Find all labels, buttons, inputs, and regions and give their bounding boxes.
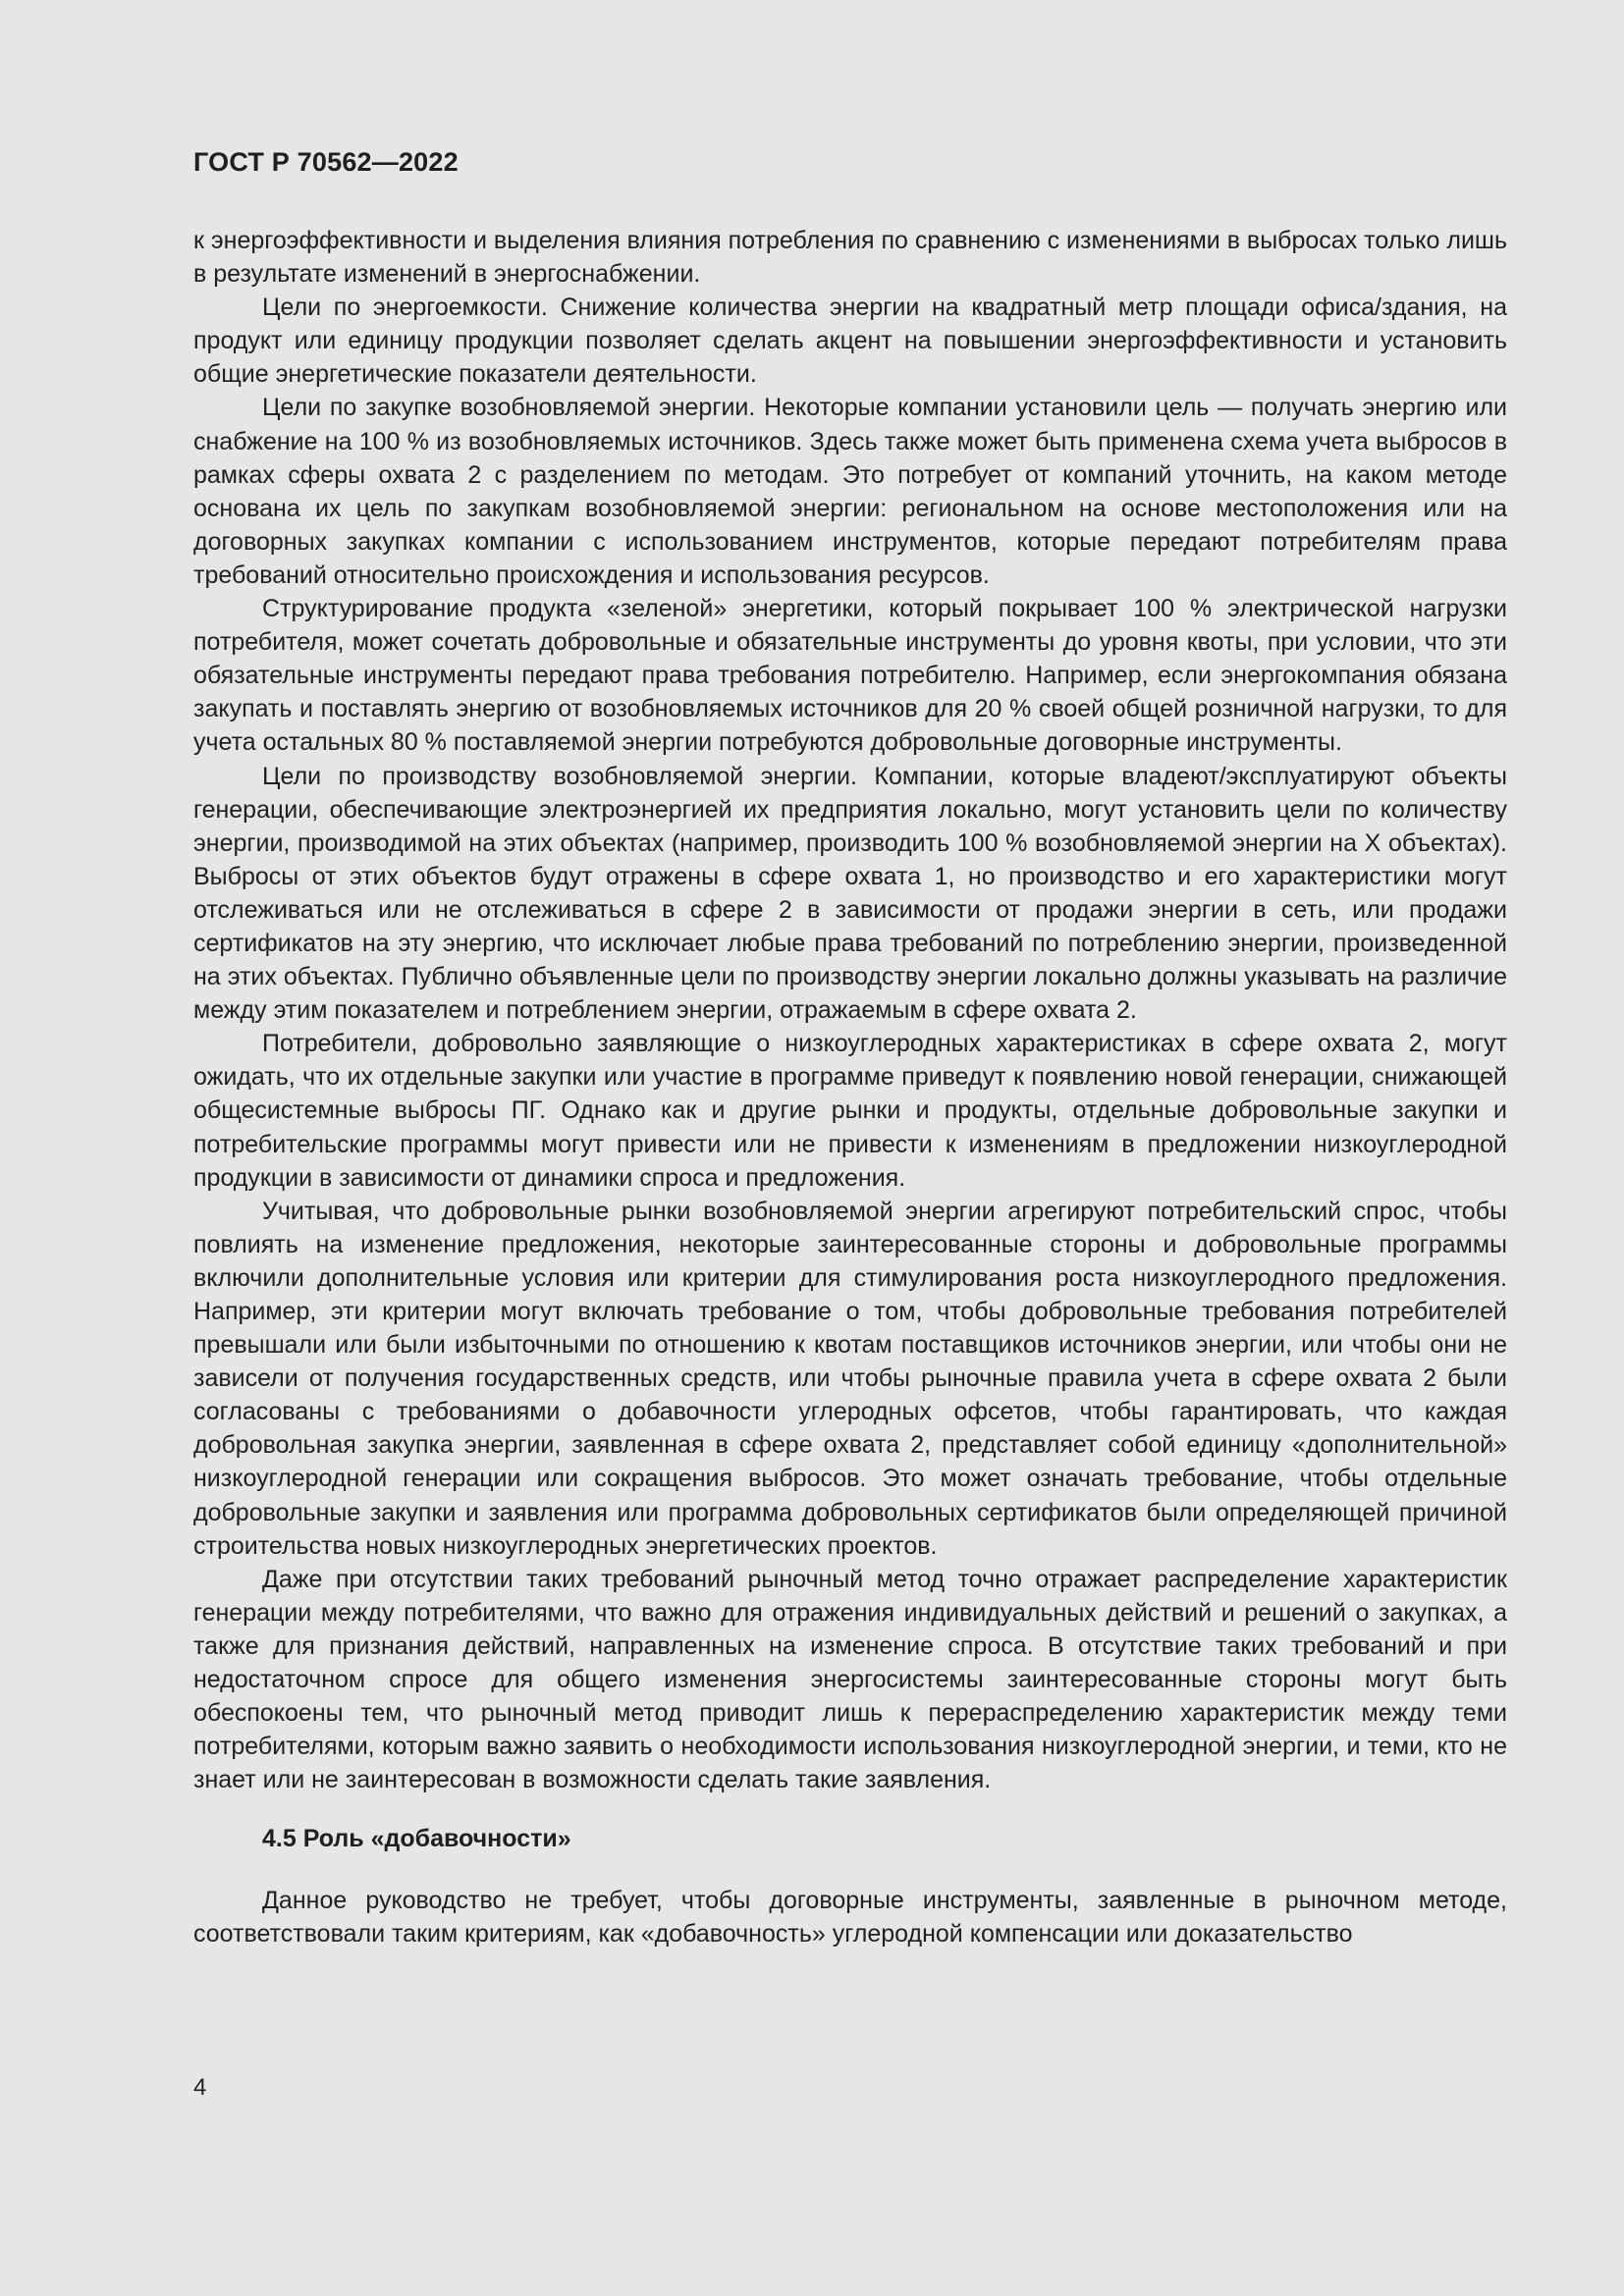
document-header: ГОСТ Р 70562—2022 bbox=[193, 147, 459, 177]
paragraph-voluntary-markets: Учитывая, что добровольные рынки возобновляемой энергии агрегируют потребительский спрос, чтобы повлиять на изменение предложения, некоторые заинтересованные стороны и добровольные программы включили дополнительные условия или критерии для стимулирования роста низкоуглеродного предложения. Например, эти критерии могут включать требование о том, чтобы добровольные требования потребителей превышали или были избыточными по отношению к квотам поставщиков источников энергии, или чтобы они не зависели от получения государственных средств, или чтобы рыночные правила учета в сфере охвата 2 были согласованы с требованиями о добавочности углеродных офсетов, чтобы гарантировать, что каждая добровольная закупка энергии, заявленная в сфере охвата 2, представляет собой единицу «дополнительной» низкоуглеродной генерации или сокращения выбросов. Это может означать требование, чтобы отдельные добровольные закупки и заявления или программа добровольных сертификатов были определяющей причиной строительства новых низкоуглеродных энергетических проектов. bbox=[193, 1197, 1507, 1560]
paragraph-guidance: Данное руководство не требует, чтобы договорные инструменты, заявленные в рыночном методе, соответствовали таким критериям, как «добавочность» углеродной компенсации или доказательство bbox=[193, 1886, 1507, 1948]
paragraph-renewable-purchase: Цели по закупке возобновляемой энергии. Некоторые компании установили цель — получать энергию или снабжение на 100 % из возобновляемых источников. Здесь также может быть применена схема учета выбросов в рамках сферы охвата 2 с разделением по методам. Это потребует от компаний уточнить, на каком методе основана их цель по закупкам возобновляемой энергии: региональном на основе местоположения или на договорных закупках компании с использованием инструментов, которые передают потребителям права требований относительно происхождения и использования ресурсов. bbox=[193, 394, 1507, 589]
paragraph-renewable-production: Цели по производству возобновляемой энергии. Компании, которые владеют/эксплуатируют объекты генерации, обеспечивающие электроэнергией их предприятия локально, могут установить цели по количеству энергии, производимой на этих объектах (например, производить 100 % возобновляемой энергии на X объектах). Выбросы от этих объектов будут отражены в сфере охвата 1, но производство и его характеристики могут отслеживаться или не отслеживаться в сфере 2 в зависимости от продажи энергии в сеть, или продажи сертификатов на эту энергию, что исключает любые права требований по потреблению энергии, произведенной на этих объектах. Публично объявленные цели по производству энергии локально должны указывать на различие между этим показателем и потреблением энергии, отражаемым в сфере охвата 2. bbox=[193, 762, 1507, 1025]
paragraph-energy-intensity: Цели по энергоемкости. Снижение количества энергии на квадратный метр площади офиса/здания, на продукт или единицу продукции позволяет сделать акцент на повышении энергоэффективности и установить общие энергетические показатели деятельности. bbox=[193, 294, 1507, 389]
document-body bbox=[193, 224, 1507, 1950]
paragraph-green-product: Структурирование продукта «зеленой» энергетики, который покрывает 100 % электрической нагрузки потребителя, может сочетать добровольные и обязательные инструменты до уровня квоты, при условии, что эти обязательные инструменты передают права требования потребителю. Например, если энергокомпания обязана закупать и поставлять энергию от возобновляемых источников для 20 % своей общей розничной нагрузки, то для учета остальных 80 % поставляемой энергии потребуются добровольные договорные инструменты. bbox=[193, 595, 1507, 757]
paragraph-continuation: к энергоэффективности и выделения влияния потребления по сравнению с изменениями в выбросах только лишь в результате изменений в энергоснабжении. bbox=[193, 227, 1507, 289]
page-number: 4 bbox=[193, 2074, 207, 2101]
section-heading: 4.5 Роль «добавочности» bbox=[262, 1825, 571, 1853]
paragraph-consumers: Потребители, добровольно заявляющие о низкоуглеродных характеристиках в сфере охвата 2, могут ожидать, что их отдельные закупки или участие в программе приведут к появлению новой генерации, снижающей общесистемные выбросы ПГ. Однако как и другие рынки и продукты, отдельные добровольные закупки и потребительские программы могут привести или не привести к изменениям в предложении низкоуглеродной продукции в зависимости от динамики спроса и предложения. bbox=[193, 1030, 1507, 1192]
paragraph-market-method: Даже при отсутствии таких требований рыночный метод точно отражает распределение характеристик генерации между потребителями, что важно для отражения индивидуальных действий и решений о закупках, а также для признания действий, направленных на изменение спроса. В отсутствие таких требований и при недостаточном спросе для общего изменения энергосистемы заинтересованные стороны могут быть обеспокоены тем, что рыночный метод приводит лишь к перераспределению характеристик между теми потребителями, которым важно заявить о необходимости использования низкоуглеродной энергии, и теми, кто не знает или не заинтересован в возможности сделать такие заявления. bbox=[193, 1565, 1507, 1794]
